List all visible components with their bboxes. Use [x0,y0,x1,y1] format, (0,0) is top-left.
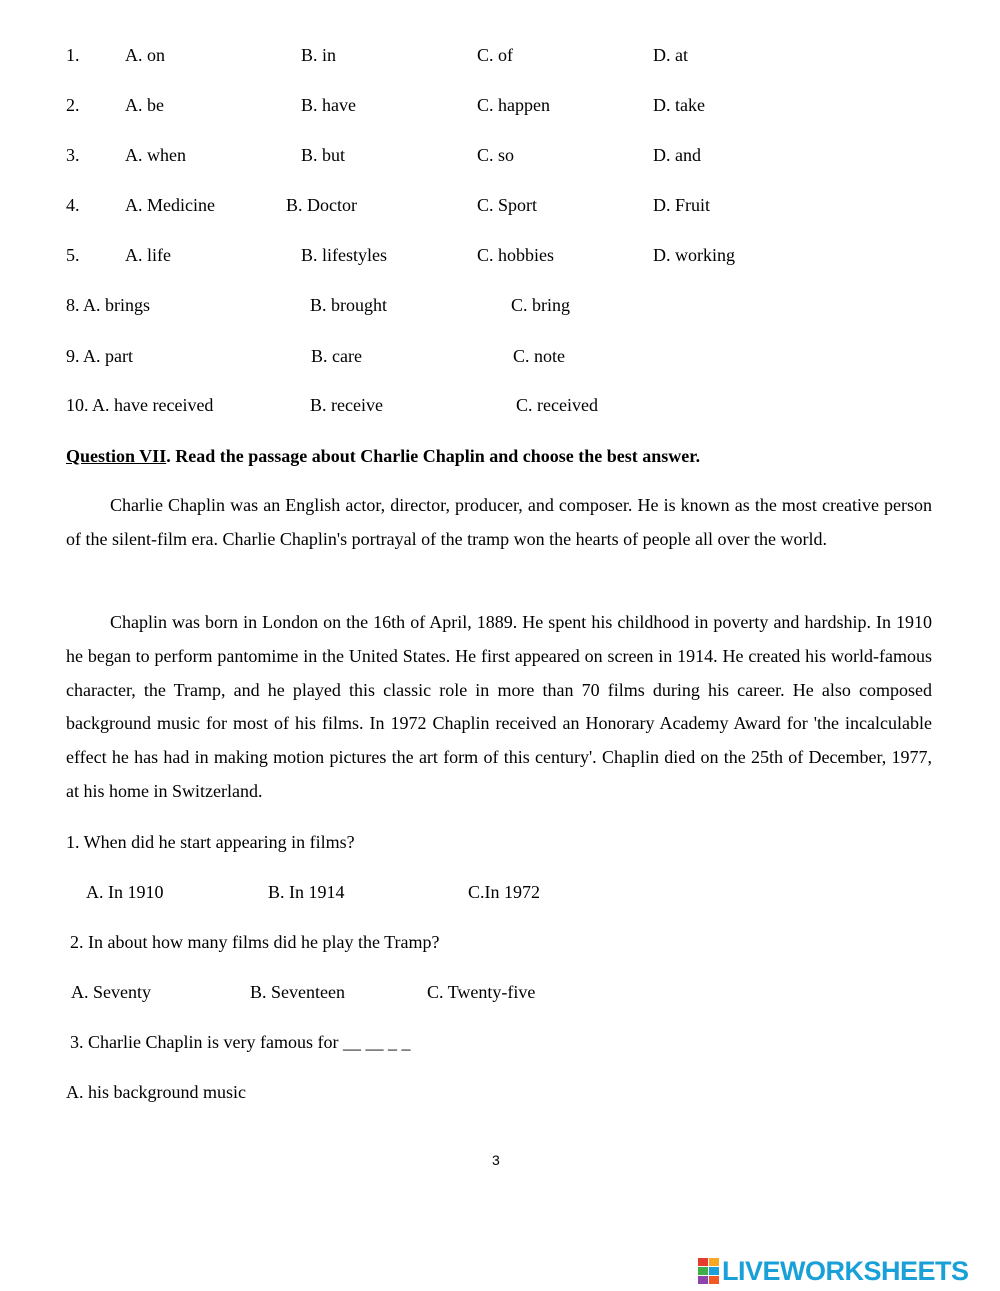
option-c: C. so [477,145,515,165]
section-label: Question VII [66,446,167,466]
option-a: A. Medicine [125,195,215,215]
option-a: 9. A. part [66,346,133,366]
item-number: 5. [66,245,80,265]
option-b: B. but [301,145,346,165]
option-b: B. in [301,45,337,65]
option-c: C. hobbies [477,245,555,265]
question-text: 1. When did he start appearing in films? [66,832,355,852]
option-a: A. Seventy [71,982,151,1002]
option-a: A. be [125,95,164,115]
option-b: B. care [311,346,362,366]
logo-block [709,1267,719,1275]
option-b: B. have [301,95,356,115]
option-d: D. working [653,245,735,265]
option-b: B. Seventeen [250,982,345,1002]
option-a: A. his background music [66,1082,246,1102]
option-b: B. In 1914 [268,882,345,902]
logo-blocks-icon [698,1258,719,1284]
option-a: 10. A. have received [66,395,214,415]
option-c: C. bring [511,295,571,315]
liveworksheets-logo [698,1255,969,1287]
option-c: C. of [477,45,513,65]
option-b: B. lifestyles [301,245,387,265]
option-d: D. at [653,45,688,65]
logo-block [698,1267,708,1275]
option-a: A. on [125,45,165,65]
option-b: B. Doctor [286,195,357,215]
option-c: C. Sport [477,195,538,215]
option-c: C. Twenty-five [427,982,536,1002]
option-c: C. happen [477,95,550,115]
option-a: A. In 1910 [86,882,164,902]
passage-paragraph-1: Charlie Chaplin was an English actor, director, producer, and composer. He is known as the most creative person of the silent-film era. Charlie Chaplin's portrayal of the tramp won the hearts of people all over the world. [66,495,932,549]
section-heading [66,445,700,467]
item-number: 4. [66,195,80,215]
logo-block [709,1258,719,1266]
logo-block [698,1276,708,1284]
logo-text: LIVEWORKSHEETS [722,1255,969,1286]
option-c: C.In 1972 [468,882,540,902]
page-number: 3 [492,1152,500,1168]
option-b: B. receive [310,395,383,415]
option-a: A. life [125,245,171,265]
option-a: A. when [125,145,186,165]
option-c: C. note [513,346,565,366]
option-d: D. Fruit [653,195,711,215]
option-d: D. and [653,145,701,165]
question-text: 2. In about how many films did he play the Tramp? [70,932,440,952]
passage-paragraph-2: Chaplin was born in London on the 16th of April, 1889. He spent his childhood in poverty and hardship. In 1910 he began to perform pantomime in the United States. He first appeared on screen in 1914. He created his world-famous character, the Tramp, and he played this classic role in more than 70 films during his career. He also composed background music for most of his films. In 1972 Chaplin received an Honorary Academy Award for 'the incalculable effect he has had in making motion pictures the art form of this century'. Chaplin died on the 25th of December, 1977, at his home in Switzerland. [66,612,932,801]
item-number: 2. [66,95,80,115]
option-c: C. received [516,395,598,415]
option-a: 8. A. brings [66,295,151,315]
item-number: 1. [66,45,80,65]
item-number: 3. [66,145,80,165]
option-b: B. brought [310,295,388,315]
question-text: 3. Charlie Chaplin is very famous for __ __ _ _ [70,1032,411,1052]
option-d: D. take [653,95,705,115]
logo-block [698,1258,708,1266]
logo-block [709,1276,719,1284]
section-title: . Read the passage about Charlie Chaplin and choose the best answer. [166,446,701,466]
